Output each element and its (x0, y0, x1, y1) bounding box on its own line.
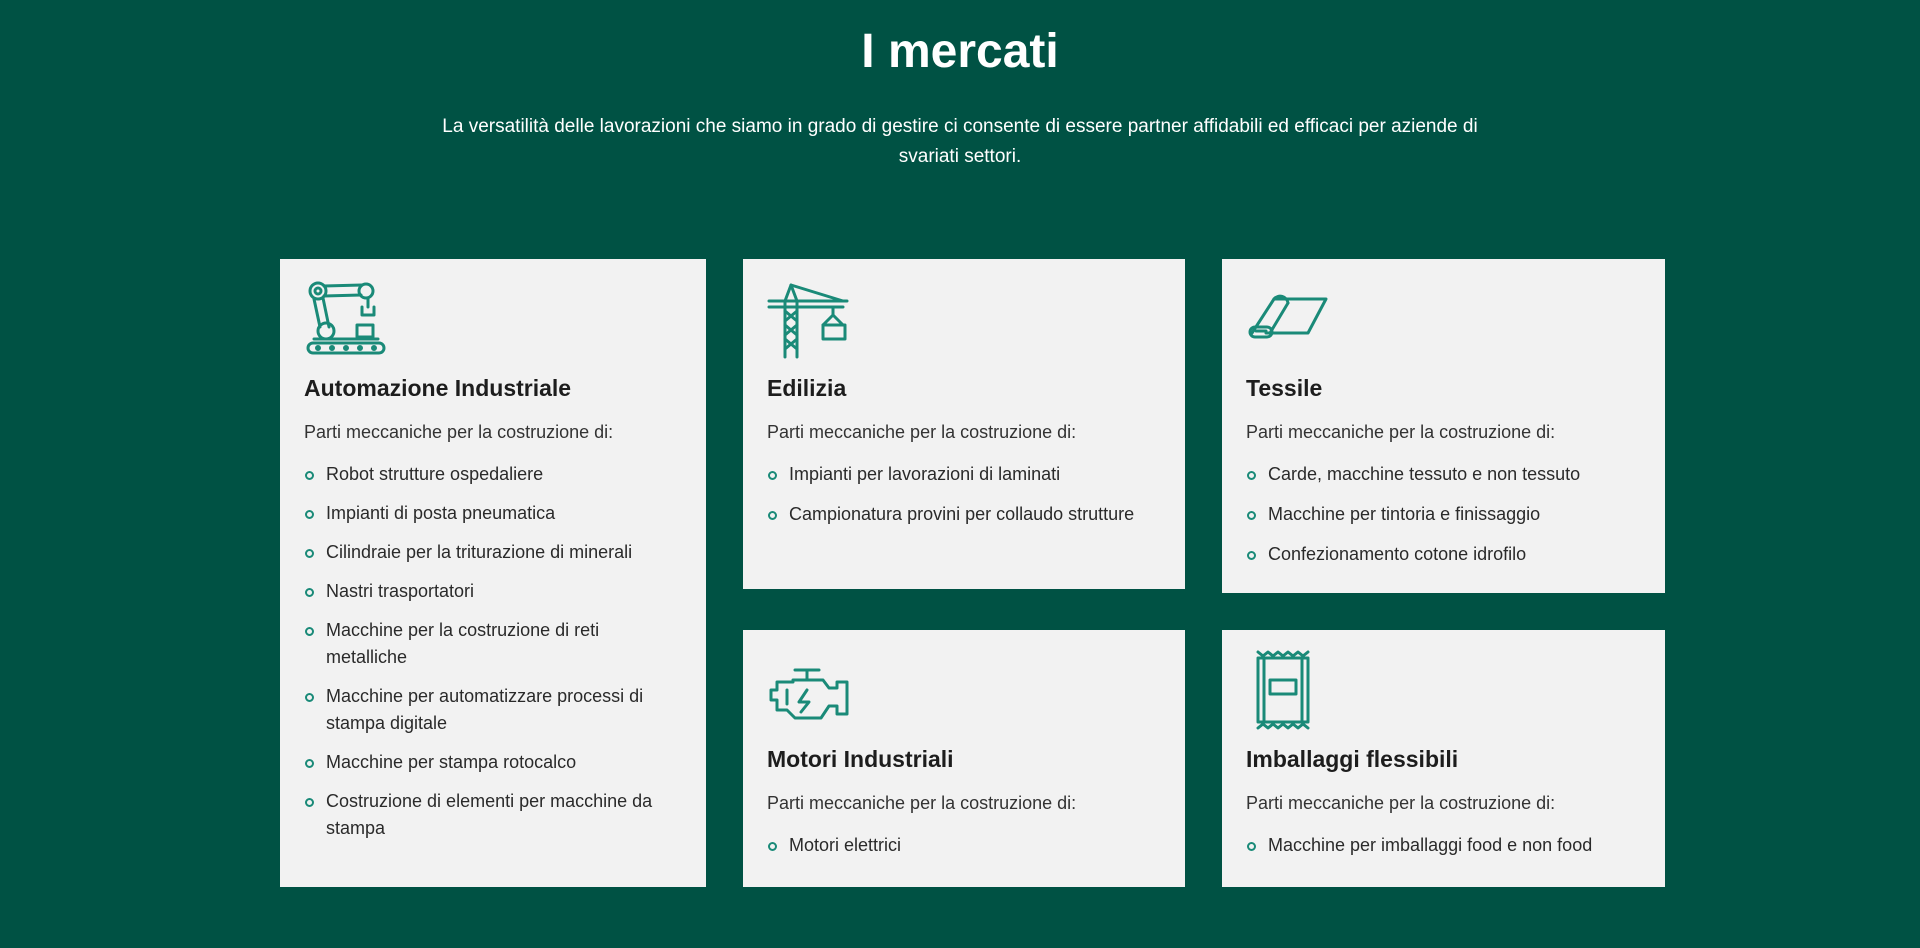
fabric-roll-icon (1246, 277, 1330, 361)
list-item: Macchine per imballaggi food e non food (1246, 832, 1641, 859)
list-item: Cilindraie per la triturazione di minerali (304, 539, 682, 566)
list-item: Costruzione di elementi per macchine da stampa (304, 788, 682, 842)
list-item: Macchine per la costruzione di reti metalliche (304, 617, 682, 671)
market-intro: Parti meccaniche per la costruzione di: (1246, 422, 1556, 442)
page-subtitle: La versatilità delle lavorazioni che siamo in grado di gestire ci consente di essere partner affidabili ed efficaci per aziende di svariati settori. (442, 116, 1478, 167)
market-title: Tessile (1246, 375, 1323, 401)
market-intro: Parti meccaniche per la costruzione di: (767, 793, 1077, 813)
market-title: Automazione Industriale (304, 375, 572, 401)
crane-icon (767, 277, 851, 361)
market-card-edilizia (743, 259, 1185, 589)
robot-arm-icon (304, 277, 388, 361)
list-item: Macchine per stampa rotocalco (304, 749, 682, 776)
flexible-package-icon (1246, 648, 1330, 732)
list-item: Macchine per tintoria e finissaggio (1246, 501, 1641, 528)
list-item: Impianti per lavorazioni di laminati (767, 461, 1161, 488)
page-title: I mercati (861, 25, 1059, 78)
market-title: Edilizia (767, 375, 847, 401)
market-intro: Parti meccaniche per la costruzione di: (1246, 793, 1556, 813)
market-items-list (767, 461, 1161, 528)
list-item: Nastri trasportatori (304, 578, 682, 605)
list-item: Robot strutture ospedaliere (304, 461, 682, 488)
market-title: Motori Industriali (767, 746, 954, 772)
list-item: Carde, macchine tessuto e non tessuto (1246, 461, 1641, 488)
list-item: Macchine per automatizzare processi di stampa digitale (304, 683, 682, 737)
market-card-automazione-industriale (280, 259, 706, 887)
market-items-list (304, 461, 682, 842)
list-item: Confezionamento cotone idrofilo (1246, 541, 1641, 568)
market-card-imballaggi-flessibili (1222, 630, 1665, 887)
market-items-list (767, 832, 1161, 859)
market-items-list (1246, 832, 1641, 859)
market-items-list (1246, 461, 1641, 568)
market-intro: Parti meccaniche per la costruzione di: (304, 422, 614, 442)
list-item: Motori elettrici (767, 832, 1161, 859)
market-card-tessile (1222, 259, 1665, 593)
market-title: Imballaggi flessibili (1246, 746, 1459, 772)
list-item: Campionatura provini per collaudo strutture (767, 501, 1161, 528)
engine-icon (767, 648, 851, 732)
market-card-motori-industriali (743, 630, 1185, 887)
market-intro: Parti meccaniche per la costruzione di: (767, 422, 1077, 442)
list-item: Impianti di posta pneumatica (304, 500, 682, 527)
